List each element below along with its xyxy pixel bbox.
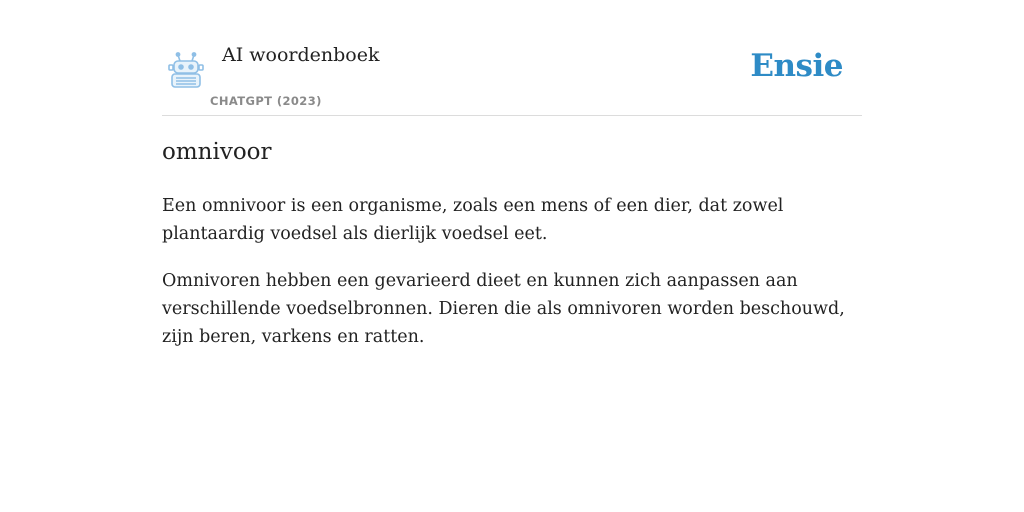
robot-icon bbox=[166, 52, 206, 90]
dictionary-title[interactable]: AI woordenboek bbox=[222, 44, 380, 66]
content-container bbox=[162, 0, 862, 347]
brand-logo[interactable]: Ensie bbox=[750, 48, 843, 84]
dictionary-header bbox=[162, 0, 862, 116]
source-label: CHATGPT (2023) bbox=[210, 94, 322, 108]
definition-paragraph: Omnivoren hebben een gevarieerd dieet en kunnen zich aanpassen aan verschillende voedselbronnen. Dieren die als omnivoren worden beschouwd, zijn beren, varkens en ratten. bbox=[162, 271, 845, 347]
entry-term: omnivoor bbox=[162, 139, 272, 165]
definition-paragraph: Een omnivoor is een organisme, zoals een mens of een dier, dat zowel plantaardig voedsel als dierlijk voedsel eet. bbox=[162, 196, 784, 244]
